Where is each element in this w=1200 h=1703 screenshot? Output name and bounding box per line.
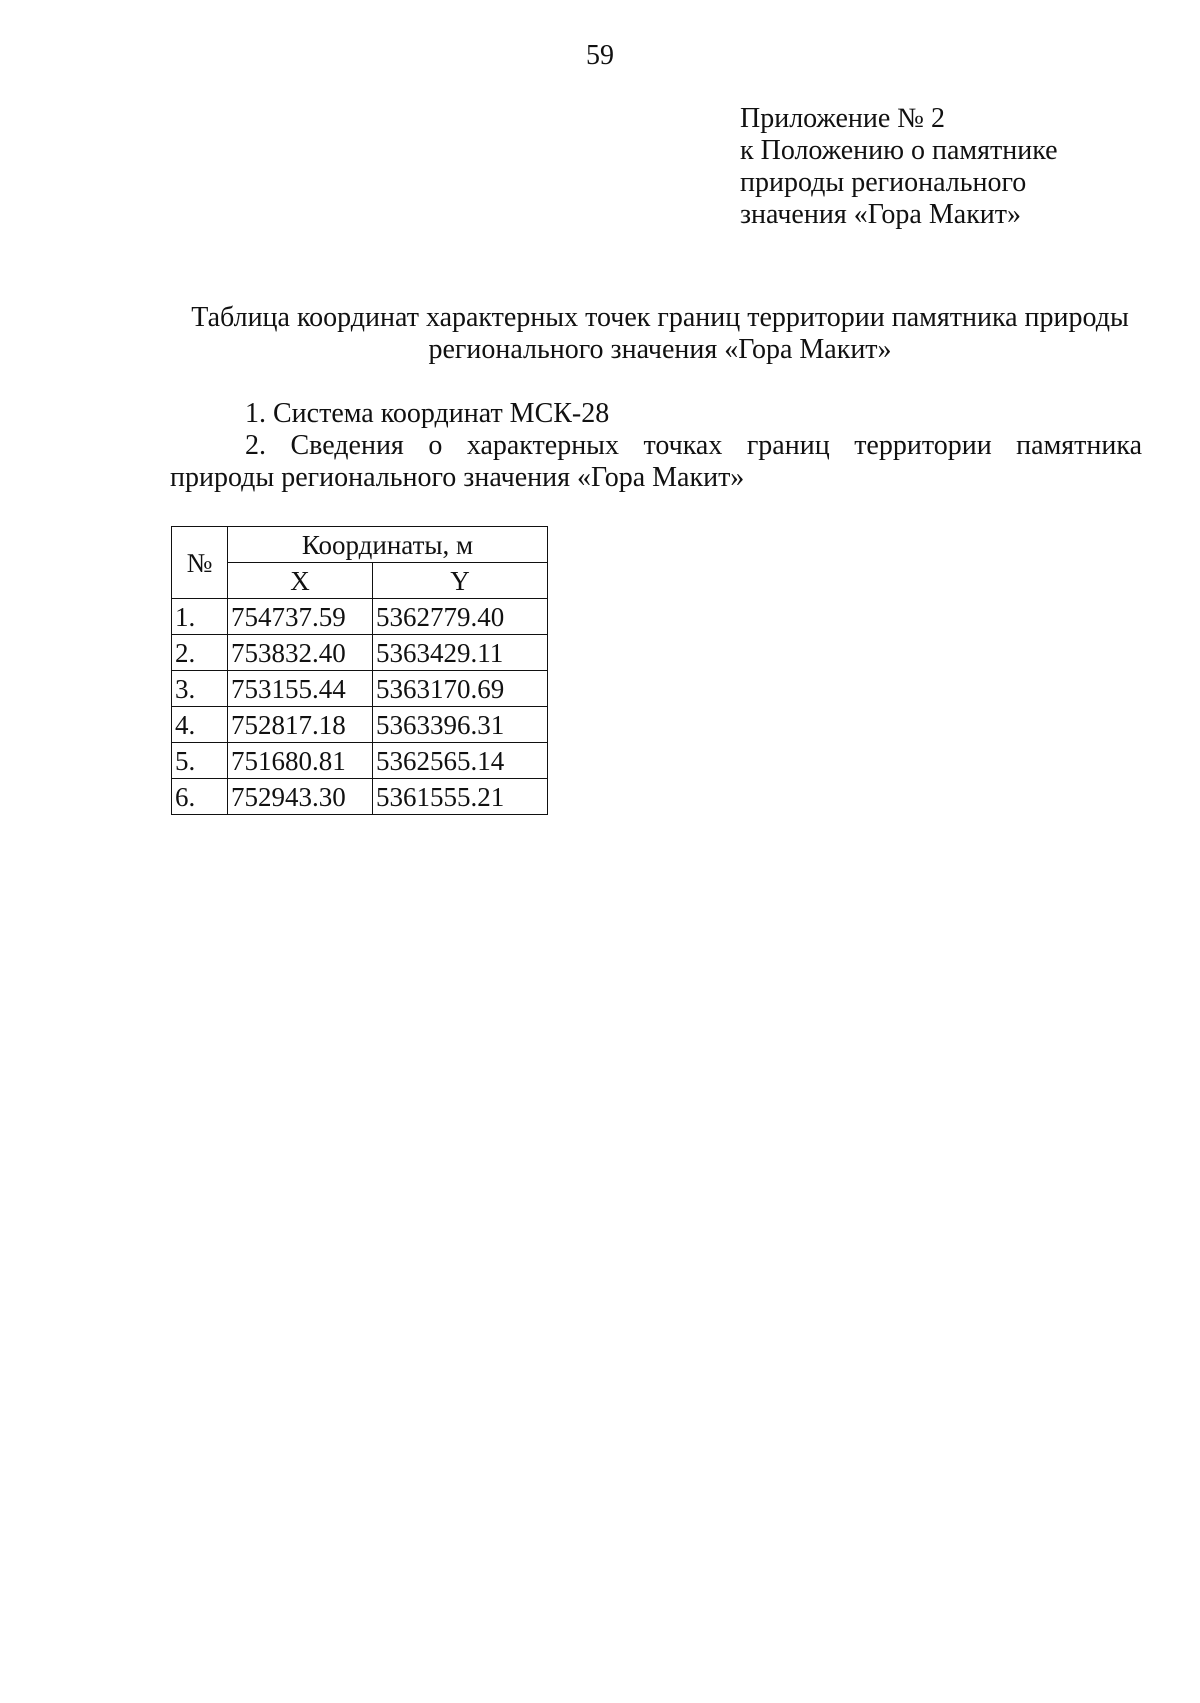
cell-y: 5363429.11 [373, 635, 548, 671]
document-title-line-1: Таблица координат характерных точек границ территории памятника природы [191, 302, 1129, 333]
annex-line-2: к Положению о памятнике [740, 135, 1058, 166]
cell-y: 5362565.14 [373, 743, 548, 779]
cell-y: 5363396.31 [373, 707, 548, 743]
coordinates-table [171, 526, 548, 815]
cell-x: 752817.18 [228, 707, 373, 743]
boundary-points-item-line-1: 2. Сведения о характерных точках границ территории памятника [245, 430, 1142, 461]
table-subheader-row [172, 563, 548, 599]
cell-number: 2. [172, 635, 228, 671]
table-header-row [172, 527, 548, 563]
boundary-points-item [170, 430, 1142, 494]
cell-number: 1. [172, 599, 228, 635]
annex-line-4: значения «Гора Макит» [740, 199, 1022, 230]
header-number: № [172, 527, 228, 599]
coordinate-system-item: 1. Система координат МСК-28 [245, 398, 610, 429]
table-row [172, 635, 548, 671]
cell-y: 5361555.21 [373, 779, 548, 815]
cell-number: 3. [172, 671, 228, 707]
table-row [172, 743, 548, 779]
cell-x: 751680.81 [228, 743, 373, 779]
header-x: X [228, 563, 373, 599]
document-title-line-2: регионального значения «Гора Макит» [428, 334, 892, 365]
cell-number: 5. [172, 743, 228, 779]
annex-line-3: природы регионального [740, 167, 1027, 198]
table-row [172, 599, 548, 635]
cell-number: 6. [172, 779, 228, 815]
annex-line-1: Приложение № 2 [740, 103, 945, 134]
table-row [172, 707, 548, 743]
cell-x: 753832.40 [228, 635, 373, 671]
header-y: Y [373, 563, 548, 599]
cell-x: 753155.44 [228, 671, 373, 707]
header-coordinates: Координаты, м [228, 527, 548, 563]
boundary-points-item-line-2: природы регионального значения «Гора Макит» [170, 462, 745, 493]
cell-x: 752943.30 [228, 779, 373, 815]
cell-x: 754737.59 [228, 599, 373, 635]
cell-y: 5363170.69 [373, 671, 548, 707]
document-title [170, 302, 1150, 366]
table-row [172, 671, 548, 707]
cell-y: 5362779.40 [373, 599, 548, 635]
annex-heading [740, 103, 1058, 231]
cell-number: 4. [172, 707, 228, 743]
table-row [172, 779, 548, 815]
page-number: 59 [586, 40, 614, 71]
